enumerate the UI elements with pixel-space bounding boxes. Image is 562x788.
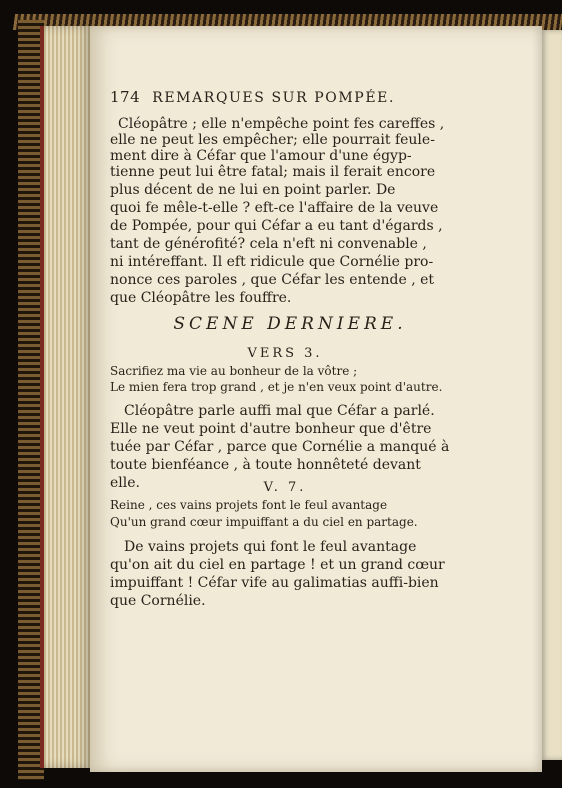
para2-line: elle. [110, 475, 140, 491]
para1-line: ment dire à Céfar que l'amour d'une égyp- [110, 148, 412, 164]
para1-line: de Pompée, pour qui Céfar a eu tant d'égards , [110, 218, 443, 234]
para1-line: tienne peut lui être fatal; mais il ferait encore [110, 164, 436, 180]
page-number: 174 [110, 88, 141, 106]
page-stack [44, 26, 92, 768]
para1-line: elle ne peut les empêcher; elle pourrait feule- [110, 132, 435, 148]
para3-line: que Cornélie. [110, 593, 206, 609]
para1-line: quoi fe mêle-t-elle ? eft-ce l'affaire de la veuve [110, 200, 439, 216]
verse-line: Reine , ces vains projets font le feul avantage [110, 498, 388, 512]
running-title: REMARQUES SUR POMPÉE. [152, 90, 396, 106]
verse-label: VERS 3. [247, 346, 323, 361]
facing-page-edge [540, 30, 562, 760]
para1-line: ni intéreffant. Il eft ridicule que Cornélie pro- [110, 254, 434, 270]
para1-line: tant de générofité? cela n'eft ni convenable , [110, 236, 427, 252]
verse-label: V. 7. [263, 480, 307, 495]
para1-line: Cléopâtre ; elle n'empêche point fes careffes , [118, 116, 445, 132]
para2-line: Elle ne veut point d'autre bonheur que d'être [110, 421, 432, 437]
para1-line: que Cléopâtre les fouffre. [110, 290, 292, 306]
para3-line: qu'on ait du ciel en partage ! et un grand cœur [110, 557, 445, 573]
verse-line: Qu'un grand cœur impuiffant a du ciel en partage. [110, 515, 418, 529]
para1-line: plus décent de ne lui en point parler. De [110, 182, 396, 198]
para3-line: impuiffant ! Céfar vife au galimatias auffi-bien [110, 575, 439, 591]
verse-line: Sacrifiez ma vie au bonheur de la vôtre ; [110, 364, 358, 378]
scene-title: SCENE DERNIERE. [173, 314, 407, 334]
para3-line: De vains projets qui font le feul avantage [124, 539, 417, 555]
para2-line: toute bienféance , à toute honnêteté devant [110, 457, 421, 473]
verse-line: Le mien fera trop grand , et je n'en veux point d'autre. [110, 380, 443, 394]
para1-line: nonce ces paroles , que Céfar les entende , et [110, 272, 435, 288]
para2-line: Cléopâtre parle auffi mal que Céfar a parlé. [124, 403, 435, 419]
running-header [110, 88, 450, 106]
para2-line: tuée par Céfar , parce que Cornélie a manqué à [110, 439, 450, 455]
